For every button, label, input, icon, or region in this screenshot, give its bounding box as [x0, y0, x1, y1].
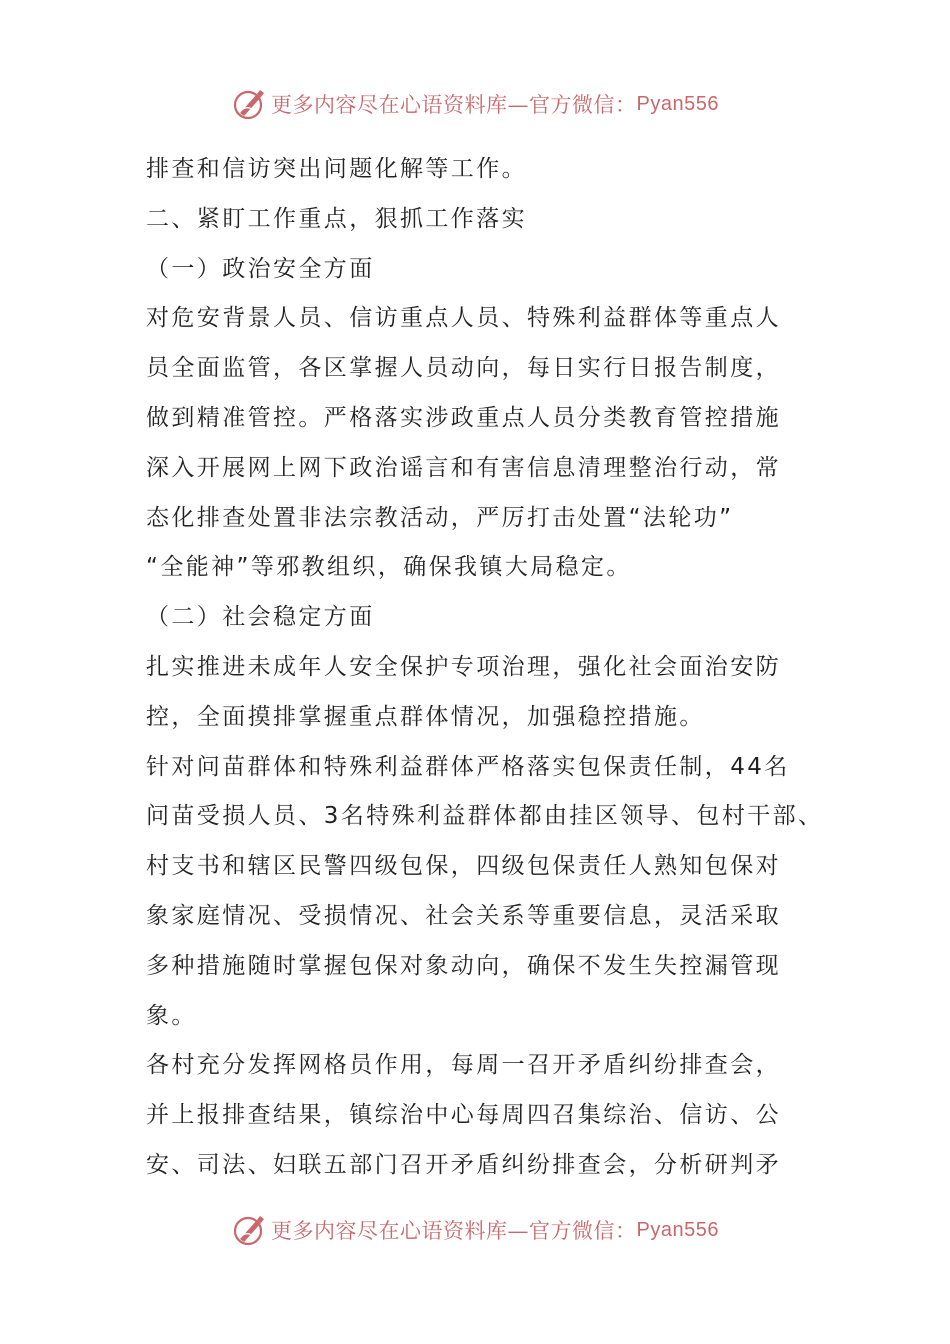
text-line: 并上报排查结果，镇综治中心每周四召集综治、信访、公: [146, 1102, 781, 1129]
subsection-heading: （一）政治安全方面: [146, 255, 375, 282]
watermark-text: 更多内容尽在心语资料库—官方微信：: [271, 93, 637, 117]
document-body: [146, 145, 824, 1191]
watermark-text: 更多内容尽在心语资料库—官方微信：: [271, 1219, 637, 1243]
text-line: 排查和信访突出问题化解等工作。: [146, 156, 527, 182]
text-line: 各村充分发挥网格员作用，每周一召开矛盾纠纷排查会，: [146, 1052, 781, 1079]
watermark-account: Pyan556: [636, 92, 719, 115]
text-line: 问苗受损人员、3名特殊利益群体都由挂区领导、包村干部、: [146, 803, 824, 830]
section-heading: 二、紧盯工作重点，狠抓工作落实: [146, 205, 527, 232]
text-line: 多种措施随时掌握包保对象动向，确保不发生失控漏管现: [146, 952, 781, 979]
text-line: 象。: [146, 1002, 197, 1029]
pen-circle-logo-icon: [231, 86, 267, 122]
text-line: 做到精准管控。严格落实涉政重点人员分类教育管控措施: [146, 404, 781, 431]
text-line: 针对问苗群体和特殊利益群体严格落实包保责任制，44名: [146, 753, 790, 780]
text-line: 对危安背景人员、信访重点人员、特殊利益群体等重点人: [146, 305, 781, 332]
pen-circle-logo-icon: [231, 1212, 267, 1248]
text-line: 深入开展网上网下政治谣言和有害信息清理整治行动，常: [146, 454, 781, 481]
text-line: 扎实推进未成年人安全保护专项治理，强化社会面治安防: [146, 653, 781, 680]
header-watermark: [0, 84, 950, 124]
text-line: “全能神”等邪教组织，确保我镇大局稳定。: [146, 554, 632, 581]
text-line: 安、司法、妇联五部门召开矛盾纠纷排查会，分析研判矛: [146, 1151, 781, 1178]
subsection-heading: （二）社会稳定方面: [146, 604, 375, 631]
text-line: 员全面监管，各区掌握人员动向，每日实行日报告制度，: [146, 355, 781, 382]
watermark-account: Pyan556: [636, 1218, 719, 1241]
text-line: 村支书和辖区民警四级包保，四级包保责任人熟知包保对: [146, 853, 781, 880]
text-line: 象家庭情况、受损情况、社会关系等重要信息，灵活采取: [146, 902, 781, 929]
text-line: 控，全面摸排掌握重点群体情况，加强稳控措施。: [146, 703, 705, 730]
text-line: 态化排查处置非法宗教活动，严厉打击处置“法轮功”: [146, 504, 734, 531]
footer-watermark: [0, 1210, 950, 1250]
